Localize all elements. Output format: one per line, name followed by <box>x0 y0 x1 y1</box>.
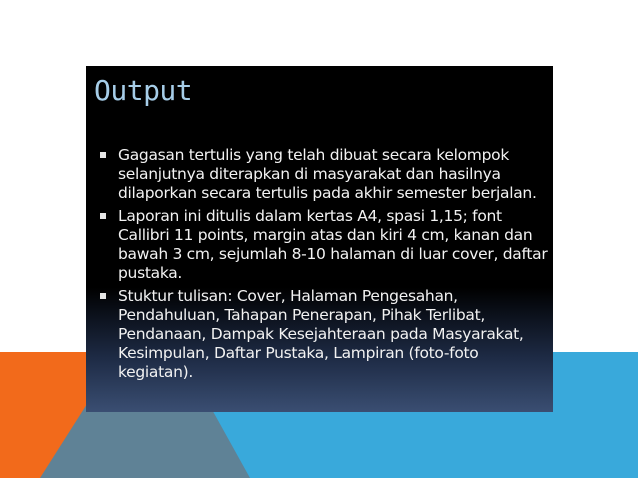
square-bullet-icon <box>100 213 106 219</box>
slide-panel <box>86 66 553 412</box>
bullet-text: Laporan ini ditulis dalam kertas A4, spasi 1,15; font Callibri 11 points, margin atas dan kiri 4 cm, kanan dan bawah 3 cm, sejumlah 8-10 halaman di luar cover, daftar pustaka. <box>118 207 548 282</box>
square-bullet-icon <box>100 152 106 158</box>
bullet-text: Stuktur tulisan: Cover, Halaman Pengesahan, Pendahuluan, Tahapan Penerapan, Pihak Terlibat, Pendanaan, Dampak Kesejahteraan pada Masyarakat, Kesimpulan, Daftar Pustaka, Lampiran (foto-foto kegiatan). <box>118 287 524 381</box>
slide-title: Output <box>94 74 193 107</box>
bullet-item <box>100 146 548 203</box>
square-bullet-icon <box>100 293 106 299</box>
bullet-item <box>100 287 548 382</box>
bullet-item <box>100 207 548 283</box>
bullet-text: Gagasan tertulis yang telah dibuat secara kelompok selanjutnya diterapkan di masyarakat dan hasilnya dilaporkan secara tertulis pada akhir semester berjalan. <box>118 146 537 202</box>
bullet-list <box>100 146 548 386</box>
